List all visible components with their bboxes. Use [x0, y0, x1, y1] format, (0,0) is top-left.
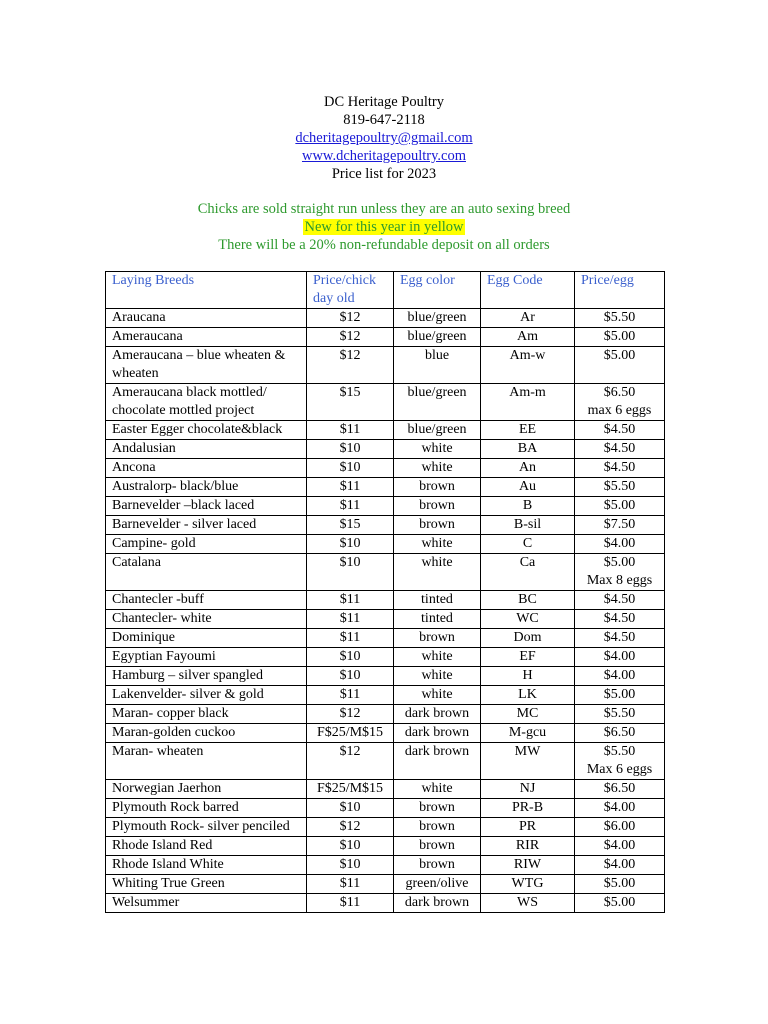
- header-laying-breeds: Laying Breeds: [106, 272, 307, 309]
- egg-color-cell: brown: [394, 516, 481, 535]
- table-row: [106, 686, 665, 705]
- egg-color-cell: dark brown: [394, 894, 481, 913]
- breed-cell: Chantecler- white: [106, 610, 307, 629]
- egg-price: $5.00: [603, 329, 636, 344]
- breed-cell: Andalusian: [106, 440, 307, 459]
- email-link[interactable]: dcheritagepoultry@gmail.com: [295, 130, 473, 146]
- breed-cell: Maran- wheaten: [106, 743, 307, 780]
- egg-price: $6.00: [603, 819, 636, 834]
- chick-price-cell: $10: [307, 856, 394, 875]
- egg-price-cell: [575, 856, 665, 875]
- chick-price-cell: $12: [307, 328, 394, 347]
- chick-price-cell: $11: [307, 478, 394, 497]
- egg-code-cell: BA: [481, 440, 575, 459]
- egg-price-cell: [575, 780, 665, 799]
- egg-price: $4.50: [603, 441, 636, 456]
- breed-cell: Welsummer: [106, 894, 307, 913]
- phone-number: 819-647-2118: [343, 112, 425, 128]
- table-row: [106, 629, 665, 648]
- table-row: [106, 648, 665, 667]
- egg-price-cell: [575, 837, 665, 856]
- company-name: DC Heritage Poultry: [323, 94, 444, 110]
- chick-price-cell: $10: [307, 799, 394, 818]
- table-row: [106, 478, 665, 497]
- chick-price-cell: $11: [307, 610, 394, 629]
- table-row: [106, 309, 665, 328]
- chick-price-cell: $11: [307, 629, 394, 648]
- chick-price-cell: $15: [307, 516, 394, 535]
- chick-price-cell: $11: [307, 894, 394, 913]
- egg-code-cell: An: [481, 459, 575, 478]
- header-egg-color: Egg color: [394, 272, 481, 309]
- breed-cell: Plymouth Rock barred: [106, 799, 307, 818]
- egg-code-cell: WS: [481, 894, 575, 913]
- egg-code-cell: BC: [481, 591, 575, 610]
- breed-cell: Rhode Island White: [106, 856, 307, 875]
- egg-code-cell: NJ: [481, 780, 575, 799]
- breed-cell: Barnevelder –black laced: [106, 497, 307, 516]
- price-table: [105, 271, 665, 913]
- egg-price-cell: [575, 328, 665, 347]
- egg-price: $5.00: [603, 876, 636, 891]
- chick-price-cell: $12: [307, 347, 394, 384]
- egg-price: $5.50: [603, 706, 636, 721]
- table-row: [106, 516, 665, 535]
- breed-cell: Barnevelder - silver laced: [106, 516, 307, 535]
- egg-price: $5.00: [603, 687, 636, 702]
- egg-price-cell: [575, 667, 665, 686]
- table-row: [106, 705, 665, 724]
- egg-code-cell: M-gcu: [481, 724, 575, 743]
- egg-color-cell: white: [394, 686, 481, 705]
- chick-price-cell: $11: [307, 421, 394, 440]
- egg-price-cell: [575, 705, 665, 724]
- breed-cell: Egyptian Fayoumi: [106, 648, 307, 667]
- egg-code-cell: Au: [481, 478, 575, 497]
- egg-color-cell: blue/green: [394, 328, 481, 347]
- egg-price-cell: [575, 516, 665, 535]
- table-row: [106, 667, 665, 686]
- egg-price-cell: [575, 384, 665, 421]
- egg-price: $4.50: [603, 460, 636, 475]
- egg-price-cell: [575, 459, 665, 478]
- table-row: [106, 894, 665, 913]
- egg-price-cell: [575, 347, 665, 384]
- egg-price-cell: [575, 497, 665, 516]
- egg-color-cell: white: [394, 667, 481, 686]
- chick-price-cell: $15: [307, 384, 394, 421]
- breed-cell: Ameraucana – blue wheaten & wheaten: [106, 347, 307, 384]
- egg-price: $6.50: [603, 781, 636, 796]
- egg-color-cell: white: [394, 554, 481, 591]
- egg-code-cell: LK: [481, 686, 575, 705]
- header-egg-code: Egg Code: [481, 272, 575, 309]
- egg-color-cell: dark brown: [394, 705, 481, 724]
- chick-price-cell: $10: [307, 648, 394, 667]
- table-row: [106, 421, 665, 440]
- table-row: [106, 328, 665, 347]
- egg-color-cell: brown: [394, 799, 481, 818]
- egg-price: $5.50: [603, 479, 636, 494]
- chick-price-cell: $11: [307, 591, 394, 610]
- egg-code-cell: Ca: [481, 554, 575, 591]
- table-row: [106, 724, 665, 743]
- website-link[interactable]: www.dcheritagepoultry.com: [301, 148, 466, 164]
- table-row: [106, 347, 665, 384]
- chick-price-cell: $12: [307, 309, 394, 328]
- egg-price: $5.00: [603, 498, 636, 513]
- egg-code-cell: H: [481, 667, 575, 686]
- egg-code-cell: WTG: [481, 875, 575, 894]
- egg-limit-note: Max 8 eggs: [586, 573, 653, 588]
- egg-color-cell: brown: [394, 497, 481, 516]
- table-row: [106, 610, 665, 629]
- breed-cell: Whiting True Green: [106, 875, 307, 894]
- egg-price-cell: [575, 610, 665, 629]
- breed-cell: Easter Egger chocolate&black: [106, 421, 307, 440]
- egg-price: $4.50: [603, 422, 636, 437]
- egg-price-cell: [575, 799, 665, 818]
- table-row: [106, 497, 665, 516]
- new-breeds-highlight-note: New for this year in yellow: [304, 219, 464, 235]
- breed-cell: Chantecler -buff: [106, 591, 307, 610]
- egg-code-cell: B-sil: [481, 516, 575, 535]
- egg-price-cell: [575, 724, 665, 743]
- egg-color-cell: white: [394, 648, 481, 667]
- egg-price: $5.00: [603, 555, 636, 570]
- egg-color-cell: dark brown: [394, 724, 481, 743]
- straight-run-note: Chicks are sold straight run unless they are an auto sexing breed: [197, 201, 571, 217]
- table-header-row: [106, 272, 665, 309]
- header-price-chick: Price/chick day old: [307, 272, 394, 309]
- document-header: [0, 93, 768, 183]
- chick-price-cell: $10: [307, 459, 394, 478]
- egg-code-cell: EE: [481, 421, 575, 440]
- breed-cell: Australorp- black/blue: [106, 478, 307, 497]
- egg-price: $5.00: [603, 348, 636, 363]
- table-row: [106, 818, 665, 837]
- egg-price: $5.50: [603, 310, 636, 325]
- egg-price: $6.50: [603, 385, 636, 400]
- chick-price-cell: $11: [307, 875, 394, 894]
- egg-price: $6.50: [603, 725, 636, 740]
- egg-code-cell: PR-B: [481, 799, 575, 818]
- egg-color-cell: white: [394, 780, 481, 799]
- egg-price: $4.00: [603, 536, 636, 551]
- egg-color-cell: brown: [394, 837, 481, 856]
- egg-price-cell: [575, 440, 665, 459]
- chick-price-cell: F$25/M$15: [307, 724, 394, 743]
- egg-price: $4.50: [603, 630, 636, 645]
- breed-cell: Ameraucana: [106, 328, 307, 347]
- egg-price-cell: [575, 875, 665, 894]
- chick-price-cell: $10: [307, 535, 394, 554]
- egg-color-cell: blue/green: [394, 421, 481, 440]
- egg-color-cell: tinted: [394, 610, 481, 629]
- breed-cell: Catalana: [106, 554, 307, 591]
- egg-price-cell: [575, 648, 665, 667]
- chick-price-cell: $10: [307, 554, 394, 591]
- egg-price: $4.00: [603, 800, 636, 815]
- egg-code-cell: Am-w: [481, 347, 575, 384]
- egg-color-cell: white: [394, 535, 481, 554]
- chick-price-cell: $10: [307, 667, 394, 686]
- egg-color-cell: dark brown: [394, 743, 481, 780]
- egg-price-cell: [575, 894, 665, 913]
- breed-cell: Norwegian Jaerhon: [106, 780, 307, 799]
- egg-code-cell: MC: [481, 705, 575, 724]
- egg-price-cell: [575, 309, 665, 328]
- table-row: [106, 875, 665, 894]
- egg-color-cell: brown: [394, 629, 481, 648]
- table-row: [106, 856, 665, 875]
- egg-color-cell: brown: [394, 856, 481, 875]
- egg-price-cell: [575, 743, 665, 780]
- egg-code-cell: RIW: [481, 856, 575, 875]
- egg-price: $7.50: [603, 517, 636, 532]
- breed-cell: Ameraucana black mottled/ chocolate mottled project: [106, 384, 307, 421]
- breed-cell: Ancona: [106, 459, 307, 478]
- egg-price-cell: [575, 686, 665, 705]
- egg-price-cell: [575, 478, 665, 497]
- table-row: [106, 799, 665, 818]
- chick-price-cell: $11: [307, 497, 394, 516]
- egg-color-cell: white: [394, 440, 481, 459]
- egg-price: $4.00: [603, 649, 636, 664]
- egg-price-cell: [575, 629, 665, 648]
- egg-code-cell: Ar: [481, 309, 575, 328]
- table-row: [106, 459, 665, 478]
- chick-price-cell: F$25/M$15: [307, 780, 394, 799]
- breed-cell: Maran- copper black: [106, 705, 307, 724]
- deposit-note: There will be a 20% non-refundable deposit on all orders: [218, 237, 550, 253]
- egg-code-cell: C: [481, 535, 575, 554]
- chick-price-cell: $12: [307, 743, 394, 780]
- price-table-body: [106, 309, 665, 913]
- egg-price: $5.50: [603, 744, 636, 759]
- egg-price: $4.00: [603, 838, 636, 853]
- egg-color-cell: green/olive: [394, 875, 481, 894]
- egg-color-cell: white: [394, 459, 481, 478]
- table-row: [106, 743, 665, 780]
- egg-price-cell: [575, 421, 665, 440]
- egg-code-cell: RIR: [481, 837, 575, 856]
- breed-cell: Lakenvelder- silver & gold: [106, 686, 307, 705]
- egg-color-cell: blue/green: [394, 384, 481, 421]
- egg-price-cell: [575, 554, 665, 591]
- table-row: [106, 384, 665, 421]
- egg-code-cell: EF: [481, 648, 575, 667]
- notes-block: [0, 200, 768, 254]
- egg-code-cell: Dom: [481, 629, 575, 648]
- egg-color-cell: tinted: [394, 591, 481, 610]
- chick-price-cell: $12: [307, 818, 394, 837]
- table-row: [106, 780, 665, 799]
- egg-color-cell: brown: [394, 818, 481, 837]
- egg-code-cell: Am: [481, 328, 575, 347]
- breed-cell: Maran-golden cuckoo: [106, 724, 307, 743]
- egg-code-cell: B: [481, 497, 575, 516]
- egg-code-cell: PR: [481, 818, 575, 837]
- egg-price-cell: [575, 591, 665, 610]
- egg-price-cell: [575, 818, 665, 837]
- chick-price-cell: $12: [307, 705, 394, 724]
- price-list-title: Price list for 2023: [331, 166, 437, 182]
- egg-price: $5.00: [603, 895, 636, 910]
- table-row: [106, 535, 665, 554]
- egg-color-cell: blue/green: [394, 309, 481, 328]
- chick-price-cell: $11: [307, 686, 394, 705]
- chick-price-cell: $10: [307, 837, 394, 856]
- egg-price: $4.00: [603, 857, 636, 872]
- breed-cell: Plymouth Rock- silver penciled: [106, 818, 307, 837]
- egg-price-cell: [575, 535, 665, 554]
- egg-price: $4.50: [603, 592, 636, 607]
- header-price-egg: Price/egg: [575, 272, 665, 309]
- egg-code-cell: WC: [481, 610, 575, 629]
- egg-price: $4.00: [603, 668, 636, 683]
- egg-code-cell: MW: [481, 743, 575, 780]
- egg-price: $4.50: [603, 611, 636, 626]
- breed-cell: Dominique: [106, 629, 307, 648]
- table-row: [106, 554, 665, 591]
- breed-cell: Hamburg – silver spangled: [106, 667, 307, 686]
- egg-limit-note: Max 6 eggs: [586, 762, 653, 777]
- breed-cell: Campine- gold: [106, 535, 307, 554]
- chick-price-cell: $10: [307, 440, 394, 459]
- table-row: [106, 837, 665, 856]
- egg-color-cell: blue: [394, 347, 481, 384]
- egg-color-cell: brown: [394, 478, 481, 497]
- table-row: [106, 591, 665, 610]
- table-row: [106, 440, 665, 459]
- egg-limit-note: max 6 eggs: [587, 403, 652, 418]
- breed-cell: Rhode Island Red: [106, 837, 307, 856]
- egg-code-cell: Am-m: [481, 384, 575, 421]
- breed-cell: Araucana: [106, 309, 307, 328]
